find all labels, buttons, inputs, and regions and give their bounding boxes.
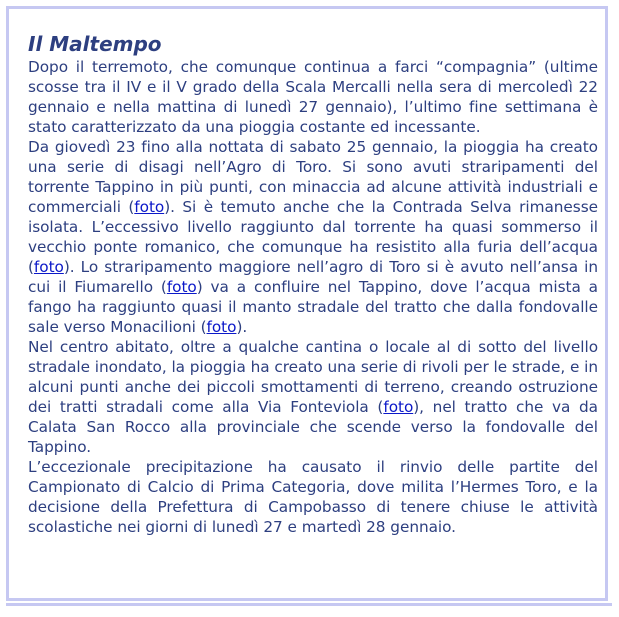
foto-link[interactable]: foto xyxy=(206,318,237,336)
article xyxy=(28,32,598,537)
article-paragraph-1 xyxy=(28,57,598,137)
paragraph-text: Nel centro abitato, oltre a qualche cantina o locale al di sotto del livello stradale inondato, la pioggia ha creato una serie di rivoli per le strade, e in alcuni punti anche dei piccoli smottamenti di terreno, creando ostruzione dei tratti stradali come alla Via Fonteviola ( xyxy=(28,338,598,416)
article-paragraph-4 xyxy=(28,457,598,537)
article-box xyxy=(6,6,608,601)
article-title: Il Maltempo xyxy=(28,32,162,56)
article-paragraph-2 xyxy=(28,137,598,337)
paragraph-text: Da giovedì 23 fino alla nottata di sabato 25 gennaio, la pioggia ha creato una serie di disagi nell’Agro di Toro. Si sono avuti straripamenti del torrente Tappino in più punti, con minaccia ad alcune attività industriali e commerciali ( xyxy=(28,138,598,216)
foto-link[interactable]: foto xyxy=(134,198,165,216)
foto-link[interactable]: foto xyxy=(166,278,197,296)
bottom-divider xyxy=(6,603,612,606)
paragraph-text: ). xyxy=(236,318,248,336)
paragraph-text: ). Lo straripamento maggiore nell’agro di Toro si è avuto nell’ansa in cui il Fiumarello ( xyxy=(28,258,598,296)
paragraph-text: ), nel tratto che va da Calata San Rocco alla provinciale che scende verso la fondovalle del Tappino. xyxy=(28,398,598,456)
paragraph-text: Dopo il terremoto, che comunque continua a farci “compagnia” (ultime scosse tra il IV e il V grado della Scala Mercalli nella sera di mercoledì 22 gennaio e nella mattina di lunedì 27 gennaio), l’ultimo fine settimana è stato caratterizzato da una pioggia costante ed incessante. xyxy=(28,58,598,136)
paragraph-text: ) va a confluire nel Tappino, dove l’acqua mista a fango ha raggiunto quasi il manto stradale del tratto che dalla fondovalle sale verso Monacilioni ( xyxy=(28,278,599,336)
paragraph-text: L’eccezionale precipitazione ha causato il rinvio delle partite del Campionato di Calcio di Prima Categoria, dove milita l’Hermes Toro, e la decisione della Prefettura di Campobasso di tenere chiuse le attività scolastiche nei giorni di lunedì 27 e martedì 28 gennaio. xyxy=(28,458,598,536)
article-paragraph-3 xyxy=(28,337,598,457)
foto-link[interactable]: foto xyxy=(33,258,64,276)
article-body xyxy=(28,57,598,537)
foto-link[interactable]: foto xyxy=(383,398,414,416)
paragraph-text: ). Si è temuto anche che la Contrada Selva rimanesse isolata. L’eccessivo livello raggiunto dal torrente ha quasi sommerso il vecchio ponte romanico, che comunque ha resistito alla furia dell’acqua ( xyxy=(28,198,598,276)
